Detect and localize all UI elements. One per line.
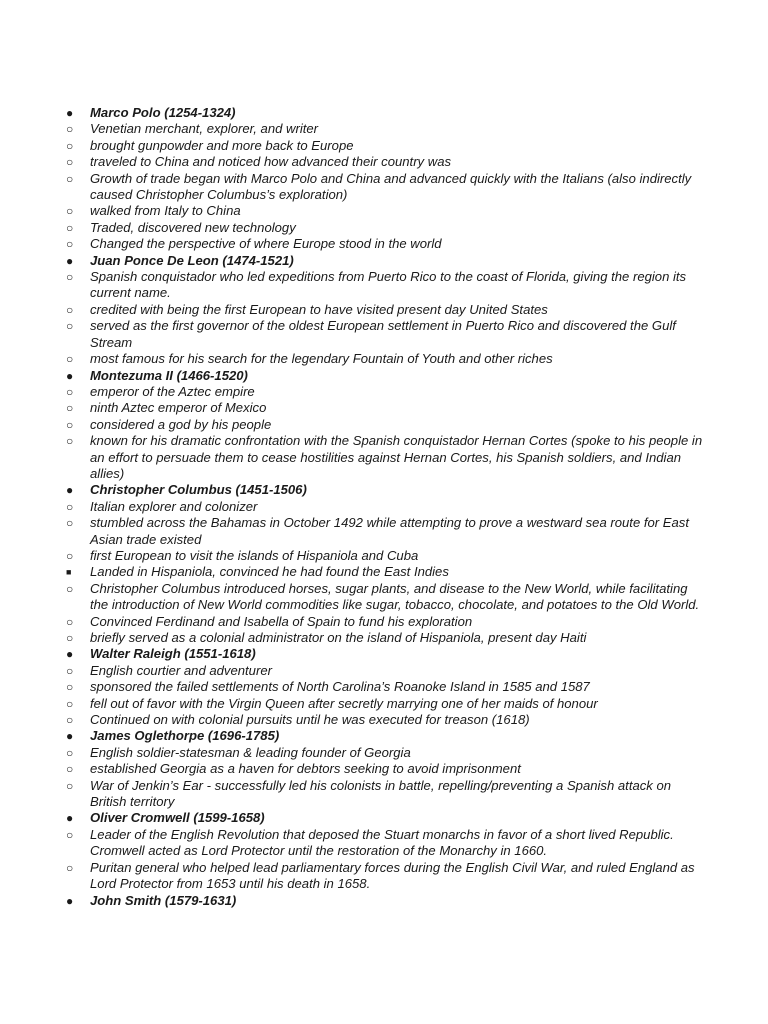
list-item	[66, 400, 706, 416]
list-item	[66, 515, 706, 548]
circle-marker: ○	[66, 581, 74, 596]
list-item	[66, 761, 706, 777]
item-text: Growth of trade began with Marco Polo and China and advanced quickly with the Italians (also indirectly caused Christopher Columbus’s exploration)	[90, 170, 692, 203]
item-text: Landed in Hispaniola, convinced he had found the East Indies	[90, 564, 449, 580]
circle-marker: ○	[66, 384, 74, 399]
circle-marker: ○	[66, 352, 74, 367]
circle-marker: ○	[66, 631, 74, 645]
item-text: English soldier-statesman & leading founder of Georgia	[90, 744, 411, 760]
bullet-marker: ●	[66, 253, 74, 268]
list-item	[66, 302, 706, 318]
list-item	[66, 220, 706, 236]
item-text: Leader of the English Revolution that deposed the Stuart monarchs in favor of a short lived Republic. Cromwell acted as Lord Protector until the restoration of the Monarchy in 1660.	[90, 826, 674, 859]
list-item	[66, 696, 706, 712]
circle-marker: ○	[66, 302, 74, 317]
item-text: known for his dramatic confrontation with the Spanish conquistador Hernan Cortes (spoke to his people in an effort to persuade them to cease hostilities against Hernan Cortes, his Spanish soldiers, and Indian allies)	[90, 433, 703, 481]
circle-marker: ○	[66, 713, 74, 728]
circle-marker: ○	[66, 237, 74, 252]
list-item	[66, 121, 706, 137]
circle-marker: ○	[66, 762, 74, 777]
person-heading	[66, 105, 706, 121]
item-text: considered a god by his people	[90, 416, 272, 432]
list-item	[66, 171, 706, 204]
item-text: traveled to China and noticed how advanced their country was	[90, 154, 452, 170]
item-text: walked from Italy to China	[90, 203, 241, 219]
bullet-marker: ●	[66, 106, 74, 120]
person-name: Christopher Columbus (1451-1506)	[90, 482, 307, 498]
circle-marker: ○	[66, 138, 74, 153]
person-name: Montezuma II (1466-1520)	[90, 367, 248, 383]
item-text: Traded, discovered new technology	[90, 219, 296, 235]
person-heading	[66, 810, 706, 826]
item-text: English courtier and adventurer	[90, 662, 272, 678]
item-text: credited with being the first European to have visited present day United States	[90, 301, 548, 317]
item-text: brought gunpowder and more back to Europe	[90, 137, 354, 153]
item-text: briefly served as a colonial administrator on the island of Hispaniola, present day Haiti	[90, 630, 587, 645]
list-item	[66, 269, 706, 302]
circle-marker: ○	[66, 696, 74, 711]
circle-marker: ○	[66, 745, 74, 760]
list-item	[66, 433, 706, 482]
bullet-marker: ●	[66, 647, 74, 662]
bullet-marker: ●	[66, 729, 74, 744]
circle-marker: ○	[66, 516, 74, 531]
person-name: Walter Raleigh (1551-1618)	[90, 646, 256, 662]
item-text: emperor of the Aztec empire	[90, 383, 255, 399]
item-text: fell out of favor with the Virgin Queen after secretly marrying one of her maids of honour	[90, 695, 598, 711]
notes-list	[66, 105, 706, 909]
bullet-marker: ●	[66, 893, 74, 908]
circle-marker: ○	[66, 680, 74, 695]
list-item	[66, 548, 706, 564]
bullet-marker: ●	[66, 368, 74, 383]
list-item	[66, 860, 706, 893]
list-item	[66, 384, 706, 400]
circle-marker: ○	[66, 860, 74, 875]
list-item	[66, 663, 706, 679]
circle-marker: ○	[66, 220, 74, 235]
item-text: Spanish conquistador who led expeditions from Puerto Rico to the coast of Florida, giving the region its current name.	[90, 269, 687, 301]
item-text: established Georgia as a haven for debtors seeking to avoid imprisonment	[90, 761, 521, 777]
item-text: most famous for his search for the legendary Fountain of Youth and other riches	[90, 351, 553, 367]
bullet-marker: ●	[66, 483, 74, 498]
circle-marker: ○	[66, 778, 74, 793]
item-text: Convinced Ferdinand and Isabella of Spain to fund his exploration	[90, 613, 473, 629]
list-item	[66, 203, 706, 219]
list-item	[66, 745, 706, 761]
person-name: James Oglethorpe (1696-1785)	[90, 728, 280, 744]
circle-marker: ○	[66, 499, 74, 514]
circle-marker: ○	[66, 319, 74, 334]
circle-marker: ○	[66, 155, 74, 170]
item-text: first European to visit the islands of Hispaniola and Cuba	[90, 547, 419, 563]
sub-list-item	[66, 564, 706, 580]
item-text: Venetian merchant, explorer, and writer	[90, 121, 319, 137]
item-text: ninth Aztec emperor of Mexico	[90, 400, 267, 416]
list-item	[66, 318, 706, 351]
list-item	[66, 138, 706, 154]
item-text: stumbled across the Bahamas in October 1492 while attempting to prove a westward sea route for East Asian trade existed	[90, 515, 689, 547]
item-text: Changed the perspective of where Europe stood in the world	[90, 236, 442, 252]
list-item	[66, 778, 706, 811]
person-heading	[66, 368, 706, 384]
circle-marker: ○	[66, 401, 74, 416]
circle-marker: ○	[66, 122, 74, 137]
person-heading	[66, 482, 706, 498]
person-name: John Smith (1579-1631)	[90, 892, 237, 908]
list-item	[66, 712, 706, 728]
list-item	[66, 614, 706, 630]
list-item	[66, 417, 706, 433]
item-text: Italian explorer and colonizer	[90, 498, 258, 514]
list-item	[66, 236, 706, 252]
circle-marker: ○	[66, 663, 74, 678]
person-name: Juan Ponce De Leon (1474-1521)	[90, 252, 294, 268]
list-item	[66, 630, 706, 646]
circle-marker: ○	[66, 614, 74, 629]
list-item	[66, 154, 706, 170]
person-name: Oliver Cromwell (1599-1658)	[90, 810, 265, 826]
item-text: War of Jenkin’s Ear - successfully led his colonists in battle, repelling/preventing a Spanish attack on British territory	[90, 777, 672, 810]
circle-marker: ○	[66, 827, 74, 842]
circle-marker: ○	[66, 171, 74, 186]
item-text: Puritan general who helped lead parliamentary forces during the English Civil War, and ruled England as Lord Protector from 1653 until his death in 1658.	[90, 859, 695, 892]
circle-marker: ○	[66, 417, 74, 432]
person-heading	[66, 253, 706, 269]
circle-marker: ○	[66, 548, 74, 563]
item-text: Continued on with colonial pursuits until he was executed for treason (1618)	[90, 712, 530, 728]
circle-marker: ○	[66, 270, 74, 285]
list-item	[66, 499, 706, 515]
circle-marker: ○	[66, 434, 74, 449]
list-item	[66, 679, 706, 695]
person-heading	[66, 646, 706, 662]
person-name: Marco Polo (1254-1324)	[90, 105, 236, 120]
item-text: sponsored the failed settlements of North Carolina’s Roanoke Island in 1585 and 1587	[90, 679, 590, 695]
bullet-marker: ●	[66, 811, 74, 826]
list-item	[66, 581, 706, 614]
square-marker: ■	[66, 567, 72, 578]
list-item	[66, 827, 706, 860]
circle-marker: ○	[66, 204, 74, 219]
item-text: Christopher Columbus introduced horses, sugar plants, and disease to the New World, while facilitating the introduction of New World commodities like sugar, tobacco, chocolate, and potatoes to the Old World.	[90, 580, 700, 613]
person-heading	[66, 728, 706, 744]
list-item	[66, 351, 706, 367]
item-text: served as the first governor of the oldest European settlement in Puerto Rico and discovered the Gulf Stream	[90, 318, 676, 350]
person-heading	[66, 893, 706, 909]
